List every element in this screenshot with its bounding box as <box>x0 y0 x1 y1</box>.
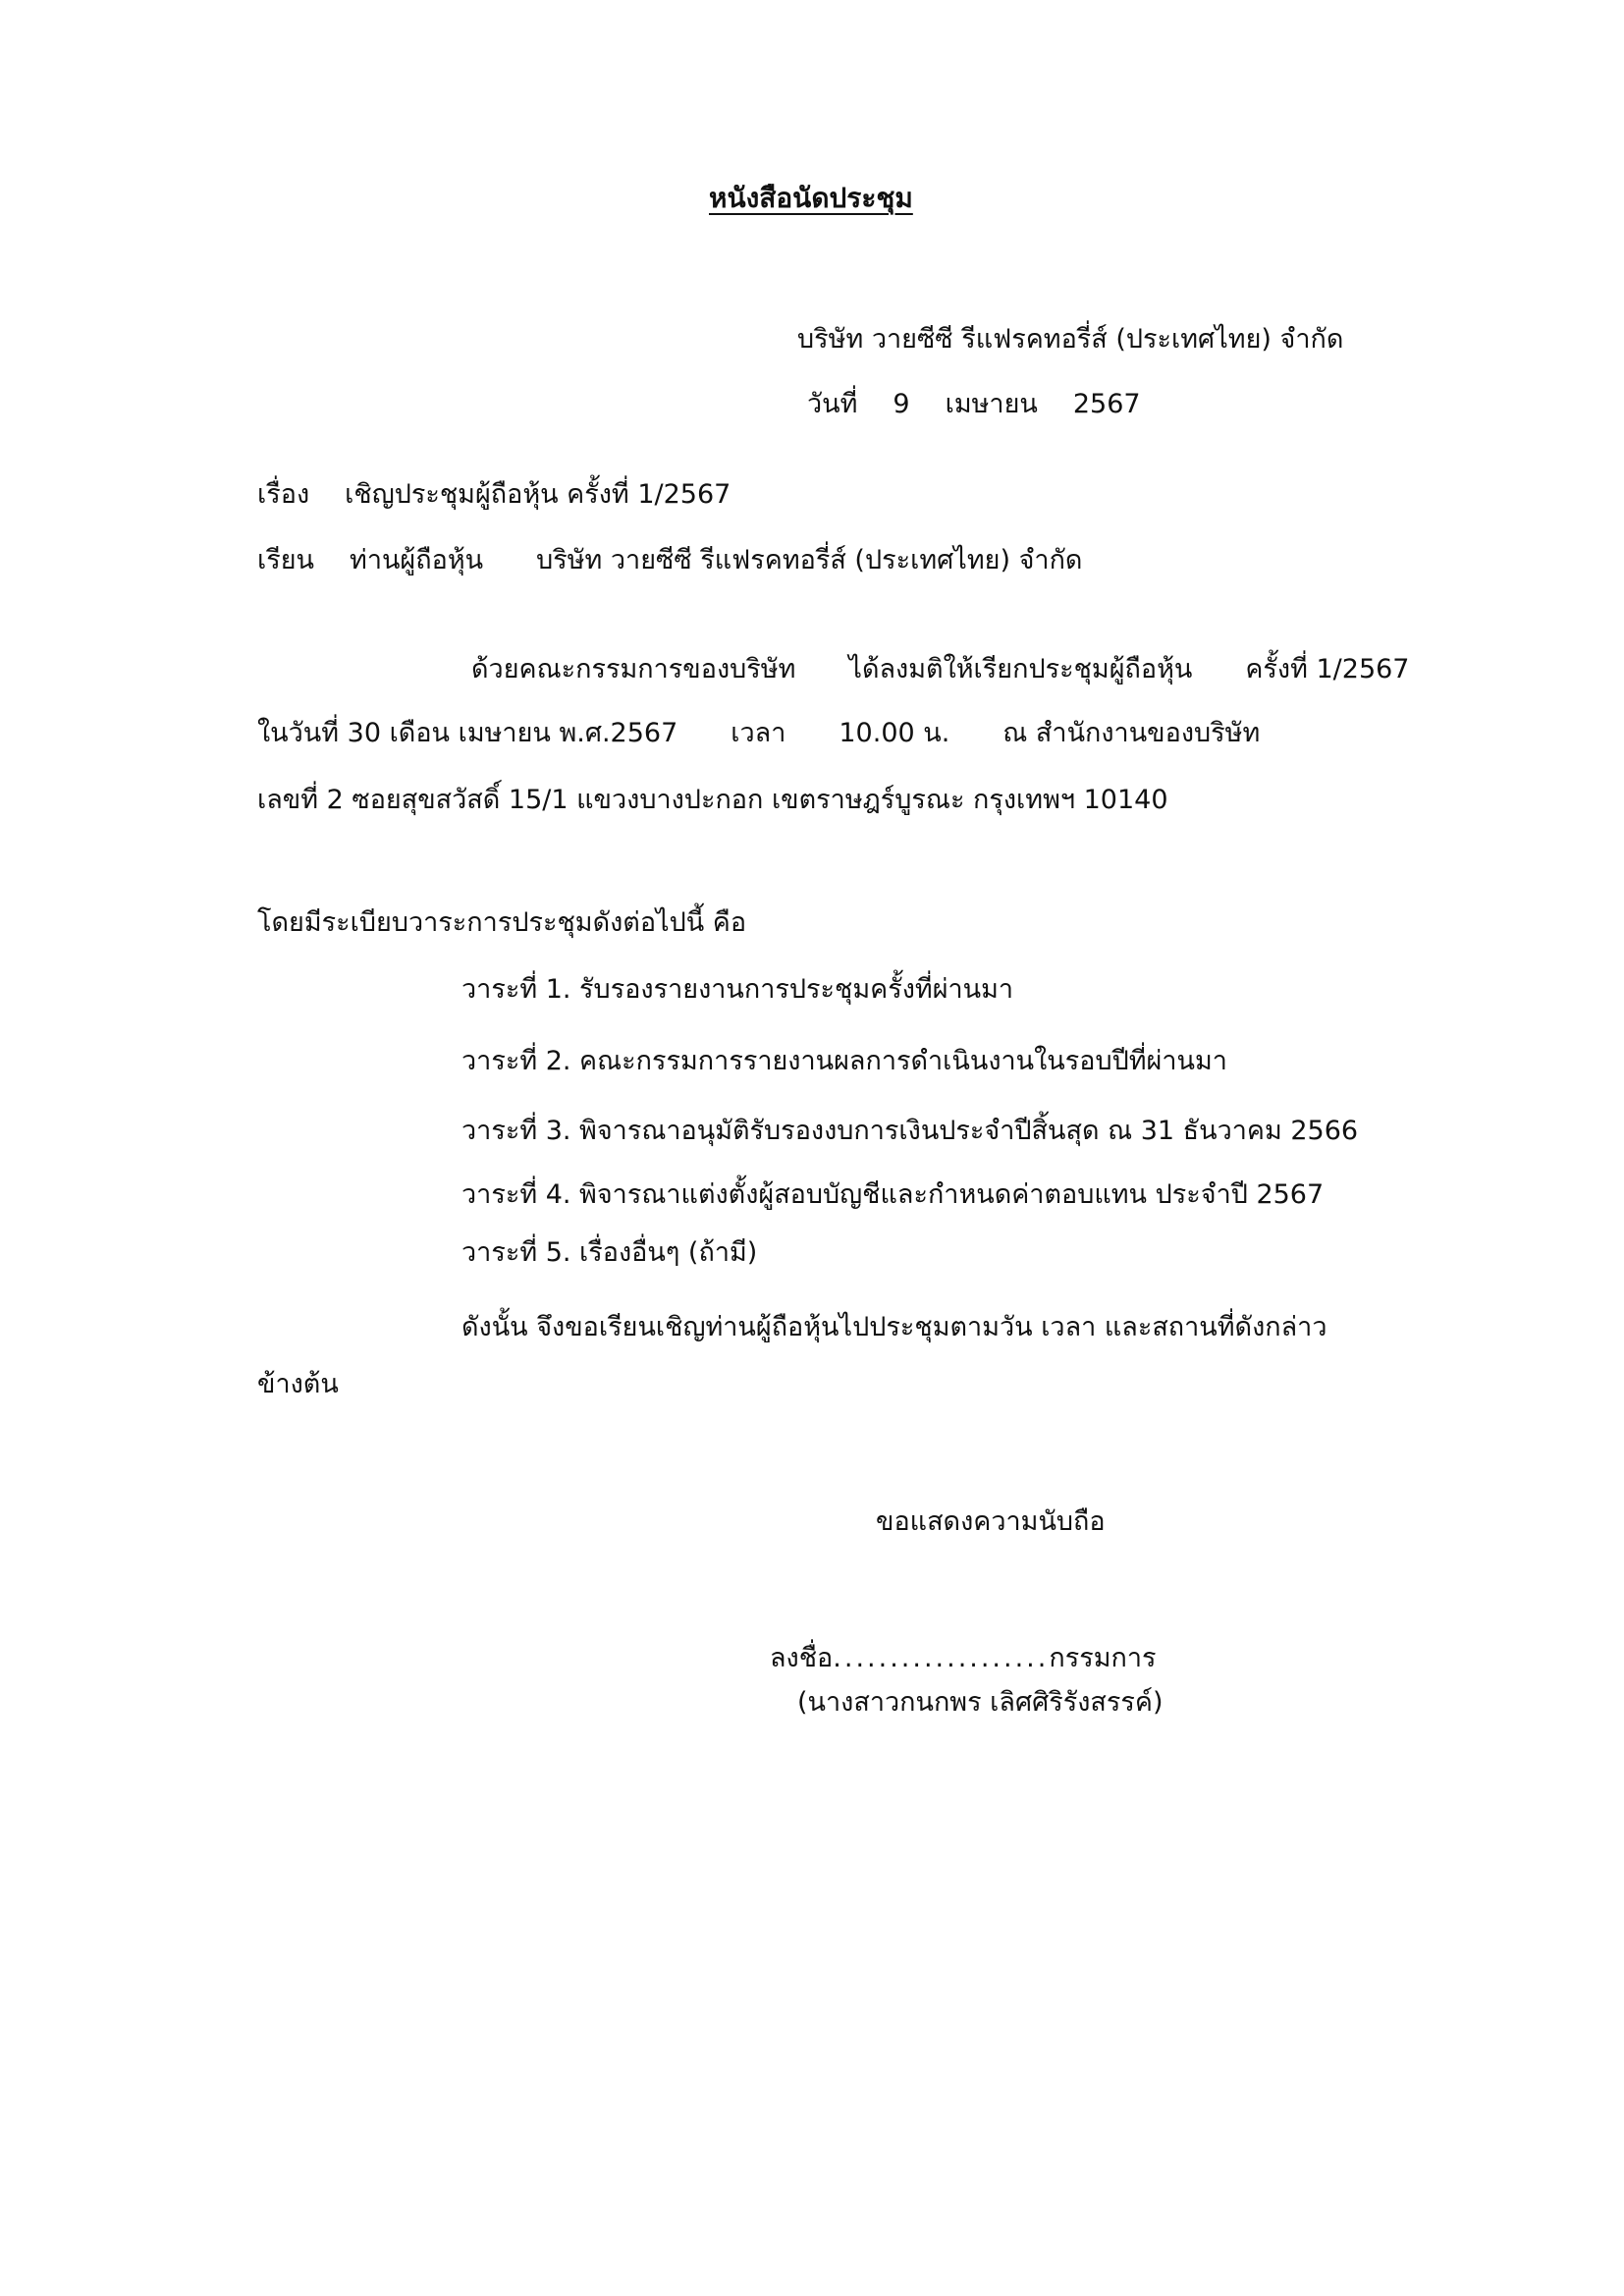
signature-line <box>770 1645 1157 1671</box>
body-line2-d: ณ สำนักงานของบริษัท <box>1002 718 1261 748</box>
agenda-item-1: วาระที่ 1. รับรองรายงานการประชุมครั้งที่ผ่านมา <box>461 974 1014 1005</box>
sign-label: ลงชื่อ <box>770 1643 834 1673</box>
header-company: บริษัท วายซีซี รีแฟรคทอรี่ส์ (ประเทศไทย) จำกัด <box>797 324 1344 355</box>
body-line1-a: ด้วยคณะกรรมการของบริษัท <box>471 654 796 684</box>
agenda-item-5: วาระที่ 5. เรื่องอื่นๆ (ถ้ามี) <box>461 1237 758 1268</box>
agenda-item-2: วาระที่ 2. คณะกรรมการรายงานผลการดำเนินงานในรอบปีที่ผ่านมา <box>461 1046 1227 1076</box>
header-date <box>807 391 1141 417</box>
body-line1-b: ได้ลงมติให้เรียกประชุมผู้ถือหุ้น <box>848 654 1193 684</box>
body-line-3: เลขที่ 2 ซอยสุขสวัสดิ์ 15/1 แขวงบางปะกอก เขตราษฎร์บูรณะ กรุงเทพฯ 10140 <box>257 785 1168 815</box>
recipient-label: เรียน <box>257 545 315 575</box>
body-line-2 <box>257 720 1260 746</box>
closing-line-2: ข้างต้น <box>257 1369 339 1399</box>
date-label: วันที่ <box>807 389 858 419</box>
recipient-to: ท่านผู้ถือหุ้น <box>350 545 484 575</box>
body-line-1 <box>471 656 1409 683</box>
recipient-line <box>257 547 1082 574</box>
closing-line-1: ดังนั้น จึงขอเรียนเชิญท่านผู้ถือหุ้นไปประชุมตามวัน เวลา และสถานที่ดังกล่าว <box>461 1312 1327 1342</box>
document-title: หนังสือนัดประชุม <box>709 182 913 214</box>
date-day: 9 <box>893 389 910 419</box>
recipient-company: บริษัท วายซีซี รีแฟรคทอรี่ส์ (ประเทศไทย) จำกัด <box>536 545 1083 575</box>
body-line2-a: ในวันที่ 30 เดือน เมษายน พ.ศ.2567 <box>257 718 678 748</box>
date-month: เมษายน <box>945 389 1038 419</box>
date-year: 2567 <box>1072 389 1141 419</box>
body-line1-c: ครั้งที่ 1/2567 <box>1245 654 1410 684</box>
regards: ขอแสดงความนับถือ <box>876 1506 1106 1537</box>
body-line2-b: เวลา <box>731 718 786 748</box>
subject-label: เรื่อง <box>257 479 310 510</box>
sign-position: กรรมการ <box>1049 1643 1157 1673</box>
subject-text: เชิญประชุมผู้ถือหุ้น ครั้งที่ 1/2567 <box>345 479 731 510</box>
sign-dots: ................... <box>833 1643 1050 1673</box>
agenda-intro: โดยมีระเบียบวาระการประชุมดังต่อไปนี้ คือ <box>257 907 747 938</box>
agenda-item-3: วาระที่ 3. พิจารณาอนุมัติรับรองงบการเงินประจำปีสิ้นสุด ณ 31 ธันวาคม 2566 <box>461 1116 1359 1146</box>
signatory-name: (นางสาวกนกพร เลิศศิริรังสรรค์) <box>797 1687 1164 1718</box>
subject-line <box>257 481 731 508</box>
body-line2-c: 10.00 น. <box>839 718 950 748</box>
agenda-item-4: วาระที่ 4. พิจารณาแต่งตั้งผู้สอบบัญชีและกำหนดค่าตอบแทน ประจำปี 2567 <box>461 1179 1325 1210</box>
